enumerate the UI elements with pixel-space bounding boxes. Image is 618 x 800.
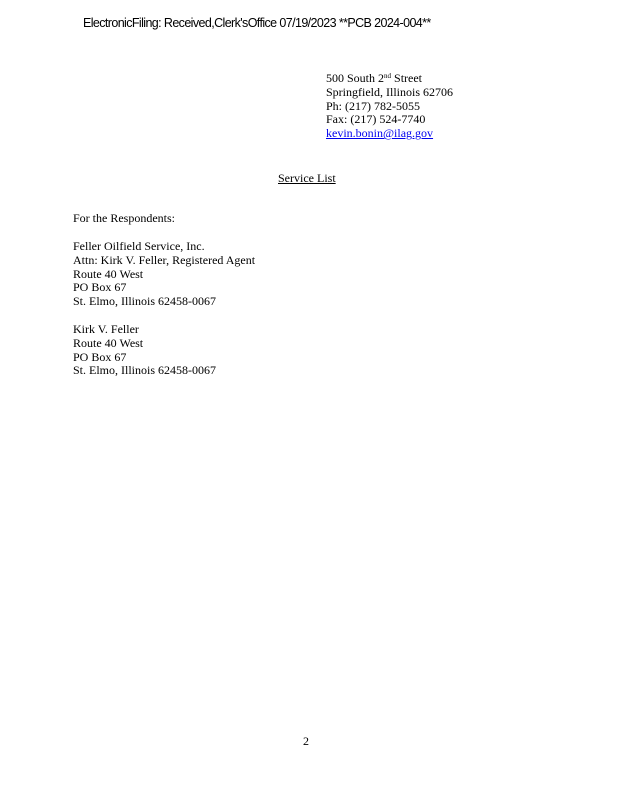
party-line: St. Elmo, Illinois 62458-0067 <box>73 363 217 378</box>
page-number: 2 <box>303 734 309 748</box>
respondent-party-feller-oilfield <box>73 240 255 309</box>
fax-number: Fax: (217) 524-7740 <box>326 112 426 127</box>
party-line: Feller Oilfield Service, Inc. <box>73 239 205 253</box>
party-line: PO Box 67 <box>73 349 127 364</box>
respondents-heading-text: For the Respondents: <box>73 211 175 225</box>
filing-stamp: ElectronicFiling: Received,Clerk'sOffice 07/19/2023 **PCB 2024-004** <box>83 16 431 30</box>
party-line: Route 40 West <box>73 266 144 281</box>
respondents-heading <box>73 212 175 226</box>
street-address-line <box>326 72 453 86</box>
party-line: Attn: Kirk V. Feller, Registered Agent <box>73 252 256 267</box>
ordinal-suffix: nd <box>384 72 392 80</box>
sender-address-block <box>326 72 453 141</box>
respondent-party-kirk-feller <box>73 323 216 378</box>
party-line: Route 40 West <box>73 335 144 350</box>
city-state-zip: Springfield, Illinois 62706 <box>326 84 453 99</box>
street-name: Street <box>391 71 423 85</box>
party-line: PO Box 67 <box>73 280 127 295</box>
service-list-title: Service List <box>278 171 336 185</box>
phone-number: Ph: (217) 782-5055 <box>326 98 420 113</box>
party-line: Kirk V. Feller <box>73 322 139 336</box>
email-link[interactable]: kevin.bonin@ilag.gov <box>326 126 434 141</box>
street-number: 500 South 2 <box>326 71 385 85</box>
party-line: St. Elmo, Illinois 62458-0067 <box>73 294 217 309</box>
